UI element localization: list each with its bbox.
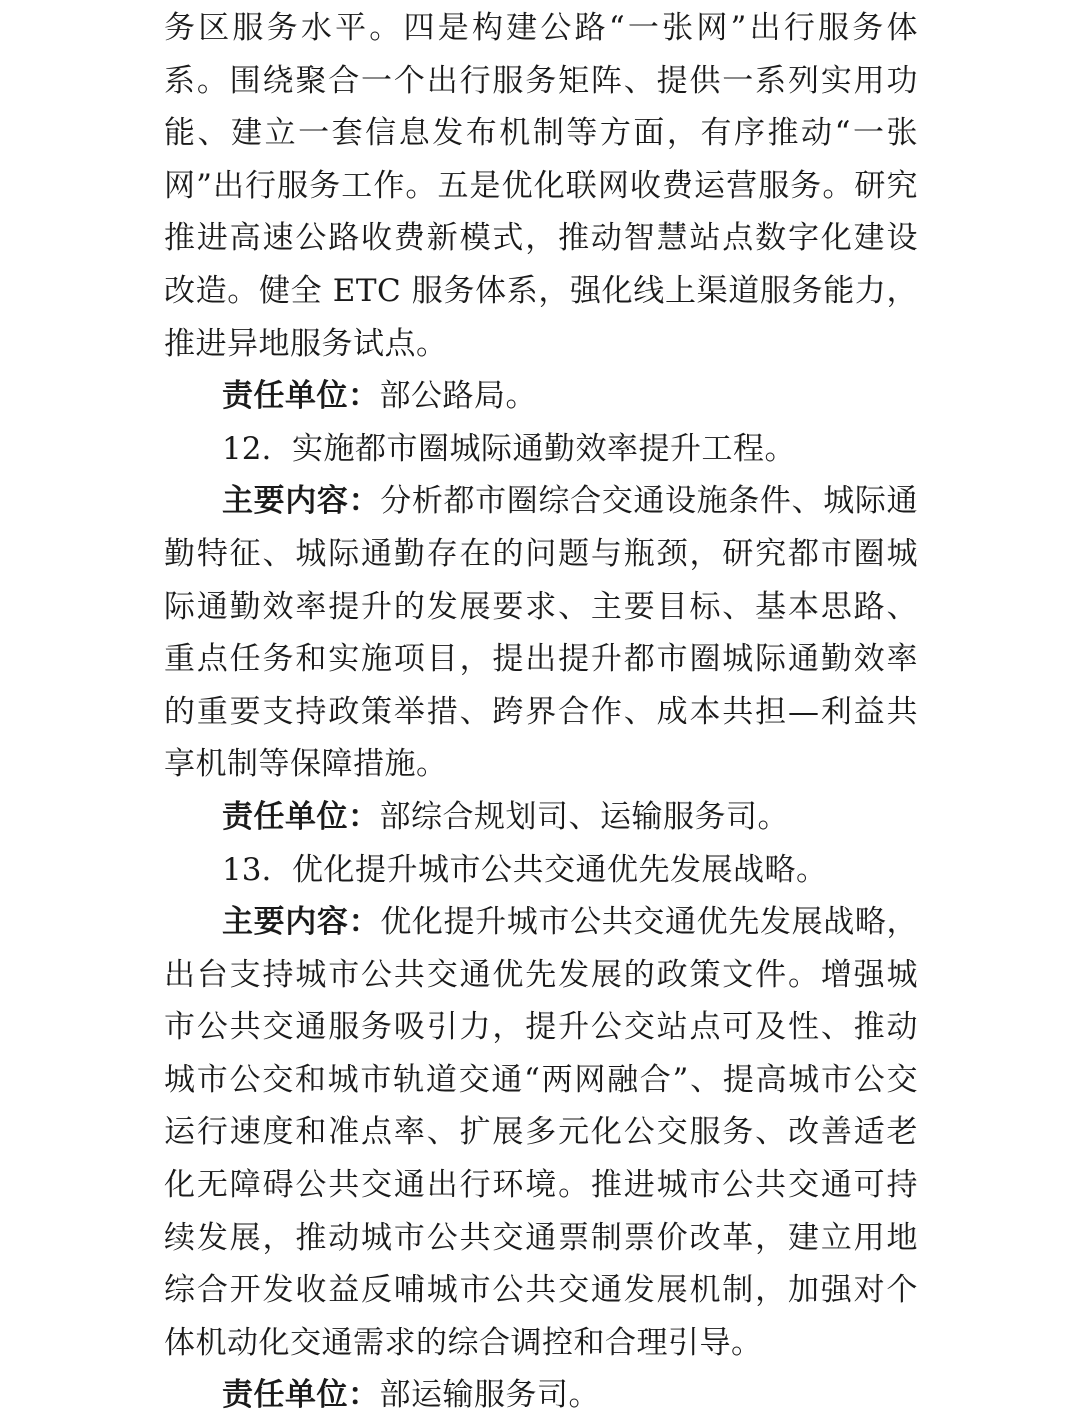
item-title: 实施都市圈城际通勤效率提升工程。: [292, 430, 797, 467]
main-content-label: 主要内容：: [222, 483, 381, 520]
responsibility-label: 责任单位：: [222, 798, 380, 835]
main-content-text: 优化提升城市公共交通优先发展战略，出台支持城市公共交通优先发展的政策文件。增强城市公共交通服务吸引力，提升公交站点可及性、推动城市公交和城市轨道交通“两网融合”、提高城市公交运行速度和准点率、扩展多元化公交服务、改善适老化无障碍公共交通出行环境。推进城市公共交通可持续发展，推动城市公共交通票制票价改革，建立用地综合开发收益反哺城市公共交通发展机制，加强对个体机动化交通需求的综合调控和合理引导。: [164, 904, 919, 1361]
responsibility-label: 责任单位：: [222, 378, 380, 415]
item-number: 12.: [222, 430, 272, 467]
main-content-paragraph-12: [164, 475, 918, 791]
responsibility-unit-paragraph: [164, 1369, 918, 1422]
main-content-label: 主要内容：: [222, 904, 381, 941]
responsibility-value: 部运输服务司。: [379, 1377, 600, 1414]
main-content-text: 分析都市圈综合交通设施条件、城际通勤特征、城际通勤存在的问题与瓶颈，研究都市圈城际通勤效率提升的发展要求、主要目标、基本思路、重点任务和实施项目，提出提升都市圈城际通勤效率的重要支持政策举措、跨界合作、成本共担—利益共享机制等保障措施。: [164, 483, 919, 783]
responsibility-label: 责任单位：: [222, 1377, 380, 1414]
responsibility-unit-paragraph: [164, 791, 918, 844]
item-heading-13: [164, 844, 918, 897]
document-page: [164, 2, 918, 1422]
responsibility-value: 部公路局。: [379, 378, 537, 415]
main-content-paragraph-13: [164, 896, 918, 1369]
responsibility-unit-paragraph: [164, 370, 918, 423]
item-title: 优化提升城市公共交通优先发展战略。: [292, 851, 828, 888]
paragraph-continued-body: 务区服务水平。四是构建公路“一张网”出行服务体系。围绕聚合一个出行服务矩阵、提供一系列实用功能、建立一套信息发布机制等方面，有序推动“一张网”出行服务工作。五是优化联网收费运营服务。研究推进高速公路收费新模式，推动智慧站点数字化建设改造。健全 ETC 服务体系，强化线上渠道服务能力，推进异地服务试点。: [164, 10, 918, 362]
responsibility-value: 部综合规划司、运输服务司。: [379, 798, 789, 835]
item-heading-12: [164, 423, 918, 476]
item-number: 13.: [222, 851, 272, 888]
